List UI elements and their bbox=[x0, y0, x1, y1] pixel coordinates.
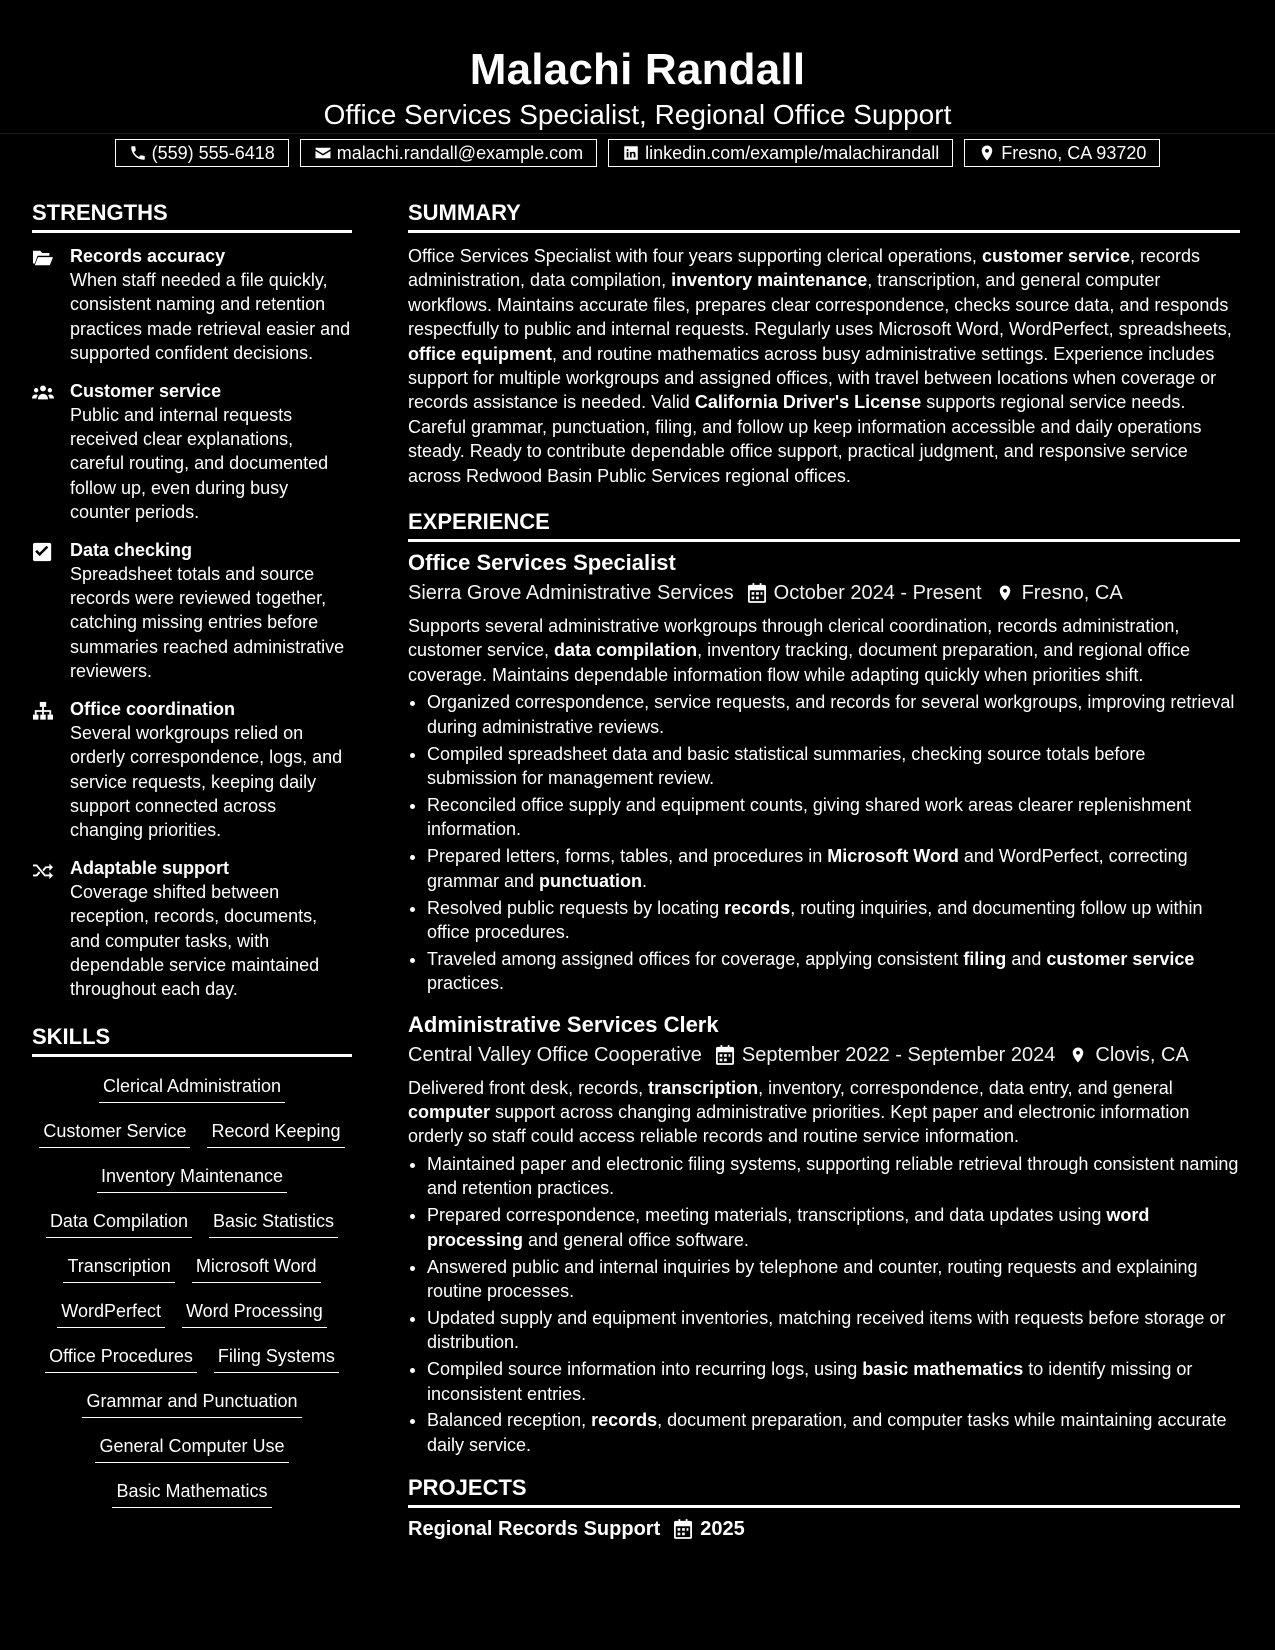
strength-item bbox=[32, 697, 352, 843]
list-item: • Resolved public requests by locating records, routing inquiries, and documenting follow up within office procedures. bbox=[427, 896, 1240, 945]
job-company: Central Valley Office Cooperative bbox=[408, 1043, 702, 1066]
strength-title: Office coordination bbox=[70, 698, 236, 719]
candidate-name: Malachi Randall bbox=[469, 45, 806, 94]
right-column bbox=[408, 196, 1240, 1544]
skill-row bbox=[32, 1344, 352, 1389]
skill-tag: Transcription bbox=[63, 1254, 174, 1283]
strength-item bbox=[32, 856, 352, 1002]
strength-item bbox=[32, 244, 352, 366]
project-year: 2025 bbox=[700, 1518, 745, 1541]
skill-row bbox=[32, 1389, 352, 1434]
skills-heading: SKILLS bbox=[32, 1020, 352, 1057]
skill-row bbox=[32, 1209, 352, 1254]
strength-item bbox=[32, 538, 352, 684]
contact-linkedin[interactable] bbox=[608, 139, 953, 167]
list-item: • Prepared letters, forms, tables, and procedures in Microsoft Word and WordPerfect, correcting grammar and punctuation. bbox=[427, 844, 1240, 893]
experience-list bbox=[408, 548, 1240, 1457]
strength-title: Records accuracy bbox=[70, 246, 226, 266]
skill-tag: Customer Service bbox=[39, 1119, 190, 1148]
job-title: Administrative Services Clerk bbox=[408, 1011, 719, 1037]
strength-title: Adaptable support bbox=[70, 857, 230, 878]
skill-tag: Basic Statistics bbox=[209, 1209, 338, 1238]
job-description: Supports several administrative workgroups through clerical coordination, records administration, customer service, data compilation, inventory tracking, document preparation, and regional office coverage. Maintains dependable information flow while adapting quickly when priorities shift. bbox=[408, 616, 1191, 685]
shuffle-icon bbox=[32, 860, 54, 880]
contact-email[interactable] bbox=[300, 139, 597, 167]
skill-tag: General Computer Use bbox=[95, 1434, 288, 1463]
contact-phone[interactable] bbox=[115, 139, 289, 167]
strength-desc: Coverage shifted between reception, records, documents, and computer tasks, with dependable service maintained throughout each day. bbox=[70, 881, 320, 1000]
skill-tag: Record Keeping bbox=[207, 1119, 344, 1148]
job-entry bbox=[408, 1010, 1240, 1458]
calendar-icon bbox=[748, 583, 766, 603]
resume-header bbox=[0, 0, 1275, 163]
map-pin-icon bbox=[996, 583, 1014, 603]
experience-heading: EXPERIENCE bbox=[408, 505, 1240, 542]
skill-tag: Inventory Maintenance bbox=[97, 1164, 287, 1193]
list-item: • Answered public and internal inquiries by telephone and counter, routing requests and explaining routine processes. bbox=[427, 1255, 1240, 1304]
candidate-title: Office Services Specialist, Regional Office Support bbox=[323, 99, 952, 130]
strength-desc: Several workgroups relied on orderly correspondence, logs, and service requests, keeping daily support connected across changing priorities. bbox=[70, 722, 343, 841]
contact-phone-text: (559) 555-6418 bbox=[151, 142, 275, 163]
job-meta bbox=[408, 578, 1240, 608]
skill-tag: Microsoft Word bbox=[192, 1254, 321, 1283]
skill-row bbox=[32, 1479, 352, 1524]
sitemap-icon bbox=[32, 701, 54, 721]
list-item: • Prepared correspondence, meeting materials, transcriptions, and data updates using word processing and general office software. bbox=[427, 1203, 1240, 1252]
skill-row bbox=[32, 1434, 352, 1479]
projects-heading: PROJECTS bbox=[408, 1471, 1240, 1508]
job-bullets bbox=[408, 690, 1240, 995]
strength-title: Customer service bbox=[70, 380, 222, 401]
skill-tag: Data Compilation bbox=[46, 1209, 192, 1238]
map-pin-icon bbox=[978, 144, 996, 162]
skill-tag: Word Processing bbox=[182, 1299, 327, 1328]
skill-tag: Office Procedures bbox=[45, 1344, 197, 1373]
skill-row bbox=[32, 1074, 352, 1119]
list-item: • Reconciled office supply and equipment counts, giving shared work areas clearer replenishment information. bbox=[427, 793, 1240, 842]
list-item: • Updated supply and equipment inventories, matching received items with requests before storage or distribution. bbox=[427, 1306, 1240, 1355]
job-location: Fresno, CA bbox=[1021, 582, 1123, 605]
skill-row bbox=[32, 1254, 352, 1299]
job-location: Clovis, CA bbox=[1095, 1043, 1189, 1066]
list-item: • Compiled spreadsheet data and basic statistical summaries, checking source totals before submission for management review. bbox=[427, 742, 1240, 791]
projects-list bbox=[408, 1514, 1240, 1544]
contact-bar bbox=[0, 139, 1275, 167]
left-column bbox=[32, 196, 352, 1524]
job-meta bbox=[408, 1040, 1240, 1070]
strength-desc: Spreadsheet totals and source records were reviewed together, catching missing entries before summaries reached administrative reviewers. bbox=[70, 563, 345, 682]
contact-linkedin-text: linkedin.com/example/malachirandall bbox=[645, 142, 940, 163]
phone-icon bbox=[129, 144, 147, 162]
strengths-heading: STRENGTHS bbox=[32, 196, 352, 233]
summary-text: Office Services Specialist with four years supporting clerical operations, customer service, records administration, data compilation, inventory maintenance, transcription, and general computer workflows. Maintains accurate files, prepares clear correspondence, checks source data, and responds respectfully to public and internal requests. Regularly uses Microsoft Word, WordPerfect, spreadsheets, office equipment, and routine mathematics across busy administrative settings. Experience includes support for multiple workgroups and assigned offices, with travel between locations when coverage or records assistance is needed. Valid California Driver's License supports regional service needs. Careful grammar, punctuation, filing, and follow up keep information accessible and daily operations steady. Ready to contribute dependable office support, practical judgment, and responsive service across Redwood Basin Public Services regional offices. bbox=[408, 246, 1232, 486]
linkedin-icon bbox=[622, 144, 640, 162]
job-company: Sierra Grove Administrative Services bbox=[408, 582, 734, 605]
skill-row bbox=[32, 1299, 352, 1344]
skill-tag: Basic Mathematics bbox=[112, 1479, 271, 1508]
skills-section bbox=[32, 1020, 352, 1524]
job-description: Delivered front desk, records, transcription, inventory, correspondence, data entry, and general computer support across changing administrative priorities. Kept paper and electronic information orderly so staff could access reliable records and routine service information. bbox=[408, 1077, 1190, 1147]
contact-location-text: Fresno, CA 93720 bbox=[1001, 142, 1147, 163]
list-item: • Maintained paper and electronic filing systems, supporting reliable retrieval through consistent naming and retention practices. bbox=[427, 1152, 1240, 1201]
contact-email-text: malachi.randall@example.com bbox=[336, 142, 584, 163]
strength-item bbox=[32, 379, 352, 525]
list-item: • Compiled source information into recurring logs, using basic mathematics to identify missing or inconsistent entries. bbox=[427, 1357, 1240, 1406]
folder-open-icon bbox=[32, 248, 54, 268]
calendar-icon bbox=[716, 1045, 734, 1065]
checkbox-icon bbox=[32, 542, 54, 562]
list-item: • Traveled among assigned offices for coverage, applying consistent filing and customer service practices. bbox=[427, 947, 1240, 996]
project-title: Regional Records Support bbox=[408, 1518, 661, 1541]
job-dates: October 2024 - Present bbox=[773, 582, 982, 605]
map-pin-icon bbox=[1069, 1045, 1087, 1065]
skill-tag: Grammar and Punctuation bbox=[82, 1389, 301, 1418]
strength-title: Data checking bbox=[70, 539, 193, 560]
strength-desc: When staff needed a file quickly, consistent naming and retention practices made retrieval easier and supported confident decisions. bbox=[70, 270, 351, 364]
skill-row bbox=[32, 1119, 352, 1164]
list-item: • Organized correspondence, service requests, and records for several workgroups, improving retrieval during administrative reviews. bbox=[427, 690, 1240, 739]
skill-tag: WordPerfect bbox=[57, 1299, 165, 1328]
strength-desc: Public and internal requests received clear explanations, careful routing, and documented follow up, even during busy counter periods. bbox=[70, 404, 329, 523]
skills-list bbox=[32, 1074, 352, 1524]
envelope-icon bbox=[314, 144, 332, 162]
skill-tag: Clerical Administration bbox=[99, 1074, 285, 1103]
contact-location bbox=[964, 139, 1160, 167]
job-entry bbox=[408, 548, 1240, 996]
project-entry bbox=[408, 1514, 1240, 1544]
job-bullets bbox=[408, 1152, 1240, 1457]
calendar-icon bbox=[674, 1519, 692, 1539]
users-icon bbox=[32, 383, 54, 403]
skill-tag: Filing Systems bbox=[214, 1344, 339, 1373]
summary-heading: SUMMARY bbox=[408, 196, 1240, 233]
skill-row bbox=[32, 1164, 352, 1209]
job-title: Office Services Specialist bbox=[408, 550, 676, 576]
list-item: • Balanced reception, records, document preparation, and computer tasks while maintaining accurate daily service. bbox=[427, 1408, 1240, 1457]
job-dates: September 2022 - September 2024 bbox=[741, 1043, 1056, 1066]
